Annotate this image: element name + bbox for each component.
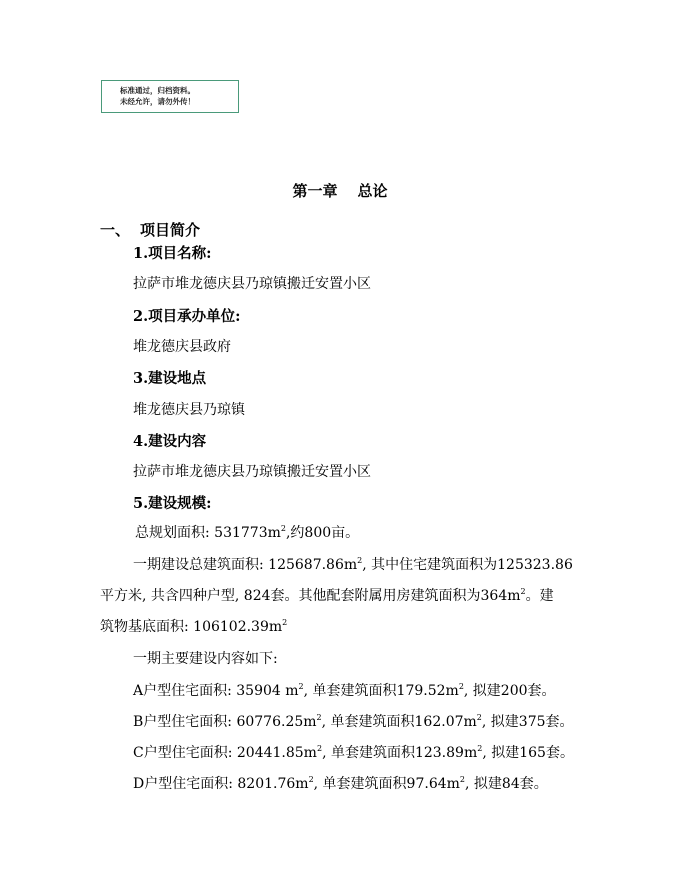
unit-a-area: A户型住宅面积: 35904 m [133, 683, 299, 699]
total-area-text: 总规划面积: 531773m [135, 525, 281, 541]
phase1-text-2b: 。建 [525, 588, 554, 604]
unit-c-count: , 拟建165套。 [482, 745, 574, 761]
item-value-1: 拉萨市堆龙德庆县乃琼镇搬迁安置小区 [133, 276, 371, 292]
unit-a-single: , 单套建筑面积179.52m [303, 683, 459, 699]
stamp-line-2: 未经允许，请勿外传！ [120, 97, 195, 106]
chapter-heading [0, 180, 680, 201]
sq-sup: 2 [357, 556, 363, 565]
sq-sup: 2 [477, 744, 483, 753]
unit-b-single: , 单套建筑面积162.07m [321, 714, 477, 730]
unit-b-area: B户型住宅面积: 60776.25m [133, 714, 317, 730]
sq-sup: 2 [298, 682, 304, 691]
unit-d-line [133, 773, 548, 793]
sq-sup: 2 [520, 587, 526, 596]
archive-stamp [101, 80, 239, 113]
sq-sup: 2 [476, 713, 482, 722]
unit-b-line [133, 711, 574, 731]
unit-c-line [133, 742, 574, 762]
unit-d-count: , 拟建84套。 [465, 776, 548, 792]
sq-sup: 2 [459, 775, 466, 784]
item-heading-5: 5.建设规模: [133, 495, 212, 512]
unit-a-count: , 拟建200套。 [463, 683, 556, 699]
phase1-text-1a: 一期建设总建筑面积: 125687.86m [133, 557, 358, 573]
section-title: 项目简介 [140, 221, 201, 239]
item-value-4: 拉萨市堆龙德庆县乃琼镇搬迁安置小区 [133, 464, 371, 480]
item-heading-2: 2.项目承办单位: [133, 308, 241, 325]
unit-b-count: , 拟建375套。 [481, 714, 574, 730]
sq-sup: 2 [458, 682, 464, 691]
phase1-line-1 [133, 554, 573, 574]
sq-sup: 2 [282, 618, 288, 627]
section-heading [100, 219, 200, 240]
unit-a-line [133, 680, 556, 700]
phase1-text-2a: 平方米, 共含四种户型, 824套。其他配套附属用房建筑面积为364m [100, 588, 521, 604]
item-value-2: 堆龙德庆县政府 [133, 339, 231, 355]
phase1-line-3 [100, 616, 287, 636]
total-area-line [135, 522, 359, 542]
sq-sup: 2 [308, 775, 314, 784]
sq-sup: 2 [280, 524, 286, 533]
stamp-line-1: 标准通过，归档资料。 [120, 86, 195, 95]
item-heading-4: 4.建设内容 [133, 433, 207, 450]
sq-sup: 2 [316, 744, 323, 753]
phase1-intro: 一期主要建设内容如下: [133, 651, 278, 667]
sq-sup: 2 [316, 713, 322, 722]
item-heading-1: 1.项目名称: [133, 245, 212, 262]
unit-c-single: , 单套建筑面积123.89m [322, 745, 478, 761]
unit-d-single: , 单套建筑面积97.64m [313, 776, 460, 792]
chapter-number: 第一章 [292, 182, 338, 200]
unit-c-area: C户型住宅面积: 20441.85m [133, 745, 317, 761]
total-area-suffix: ,约800亩。 [285, 525, 360, 541]
phase1-text-1b: , 其中住宅建筑面积为125323.86 [362, 557, 573, 573]
section-number: 一、 [100, 221, 131, 239]
chapter-title: 总论 [357, 182, 388, 200]
phase1-text-3a: 筑物基底面积: 106102.39m [100, 619, 283, 635]
unit-d-area: D户型住宅面积: 8201.76m [133, 776, 309, 792]
item-value-3: 堆龙德庆县乃琼镇 [133, 402, 245, 418]
item-heading-3: 3.建设地点 [133, 370, 207, 387]
phase1-line-2 [100, 585, 554, 605]
